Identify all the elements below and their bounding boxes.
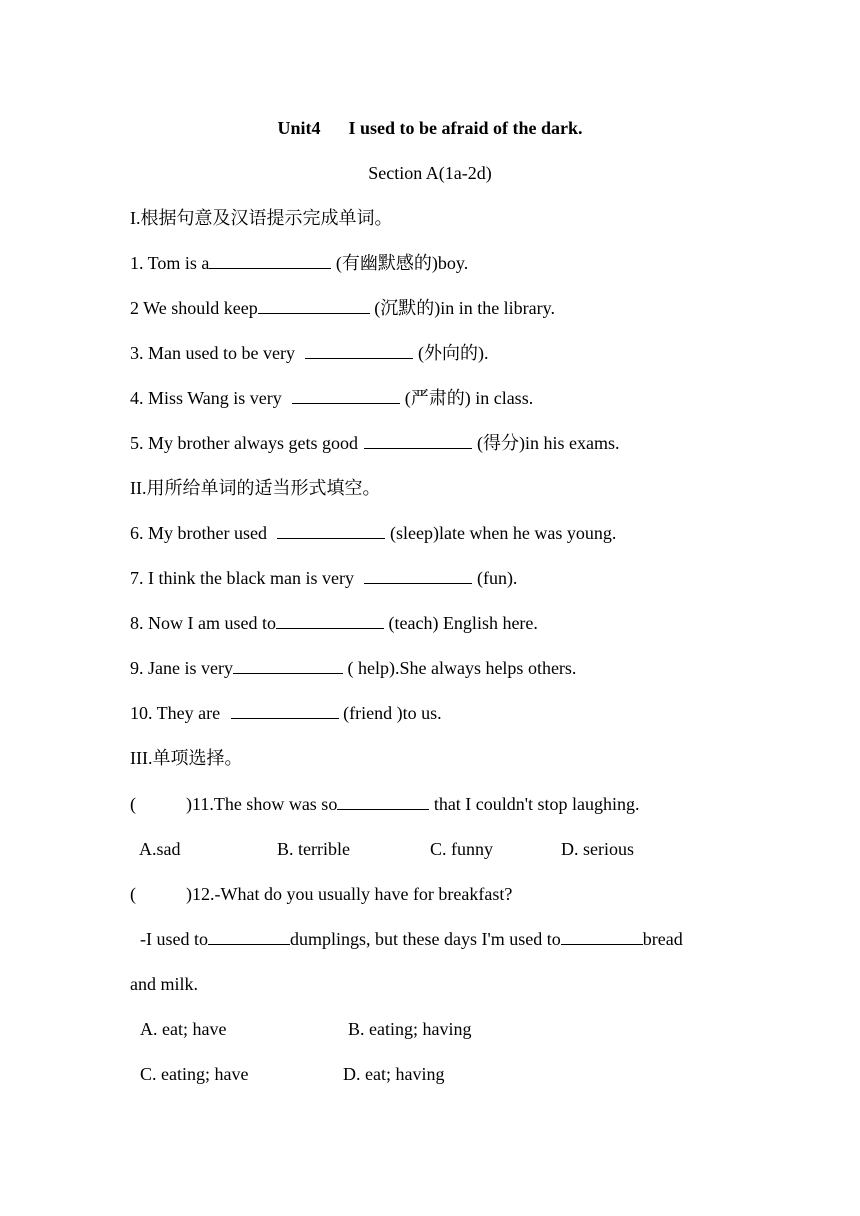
q11-blank[interactable] <box>337 792 429 810</box>
q6-blank[interactable] <box>277 521 385 539</box>
question-11 <box>130 792 640 816</box>
q12-text-a: -I used to <box>140 929 208 949</box>
q12-line-3: and milk. <box>130 974 198 994</box>
part1-heading: I.根据句意及汉语提示完成单词。 <box>130 208 393 228</box>
q3-hint: (外向的). <box>413 343 489 363</box>
q10-hint: (friend )to us. <box>338 703 442 723</box>
q11-answer-bracket[interactable]: ( <box>130 794 136 814</box>
q9-hint: ( help).She always helps others. <box>342 658 577 678</box>
q6-hint: (sleep)late when he was young. <box>385 523 617 543</box>
q1-blank[interactable] <box>209 251 331 269</box>
q12-option-c: C. eating; have <box>140 1064 249 1084</box>
q12-option-b: B. eating; having <box>348 1019 472 1039</box>
q1-text: 1. Tom is a <box>130 253 210 273</box>
q11-option-b: B. terrible <box>277 839 350 859</box>
q3-text: 3. Man used to be very <box>130 343 300 363</box>
q1-hint: (有幽默感的)boy. <box>331 253 469 273</box>
q7-text: 7. I think the black man is very <box>130 568 359 588</box>
part3-heading: III.单项选择。 <box>130 748 243 768</box>
q11-option-c: C. funny <box>430 839 493 859</box>
section-subtitle: Section A(1a-2d) <box>368 163 492 183</box>
q4-blank[interactable] <box>292 386 400 404</box>
page-title <box>0 116 860 140</box>
q4-hint: (严肃的) in class. <box>400 388 534 408</box>
q12-option-a: A. eat; have <box>140 1019 227 1039</box>
question-10 <box>130 701 442 725</box>
question-12 <box>130 882 512 906</box>
q12-option-d: D. eat; having <box>343 1064 445 1084</box>
q12-text-c: bread <box>642 929 683 949</box>
q5-blank[interactable] <box>364 431 472 449</box>
q2-blank[interactable] <box>258 296 370 314</box>
question-5 <box>130 431 619 455</box>
q11-stem: )11.The show was so <box>186 794 338 814</box>
q11-stem-end: that I couldn't stop laughing. <box>429 794 640 814</box>
question-7 <box>130 566 517 590</box>
part2-heading: II.用所给单词的适当形式填空。 <box>130 478 381 498</box>
q2-hint: (沉默的)in in the library. <box>369 298 555 318</box>
q5-hint: (得分)in his exams. <box>472 433 620 453</box>
question-2 <box>130 296 555 320</box>
q4-text: 4. Miss Wang is very <box>130 388 287 408</box>
unit-label: Unit4 <box>277 118 321 138</box>
q8-hint: (teach) English here. <box>383 613 538 633</box>
q7-hint: (fun). <box>472 568 518 588</box>
q5-text: 5. My brother always gets good <box>130 433 363 453</box>
question-1 <box>130 251 468 275</box>
q12-line-2 <box>140 927 683 951</box>
q12-answer-bracket[interactable]: ( <box>130 884 136 904</box>
q11-option-a: A.sad <box>139 839 181 859</box>
q6-text: 6. My brother used <box>130 523 272 543</box>
q12-blank-2[interactable] <box>561 927 643 945</box>
q2-text: 2 We should keep <box>130 298 258 318</box>
q9-text: 9. Jane is very <box>130 658 233 678</box>
q10-text: 10. They are <box>130 703 225 723</box>
q12-text-b: dumplings, but these days I'm used to <box>289 929 561 949</box>
question-4 <box>130 386 533 410</box>
question-8 <box>130 611 538 635</box>
question-9 <box>130 656 576 680</box>
q7-blank[interactable] <box>364 566 472 584</box>
q8-blank[interactable] <box>276 611 384 629</box>
question-3 <box>130 341 488 365</box>
q9-blank[interactable] <box>233 656 343 674</box>
q3-blank[interactable] <box>305 341 413 359</box>
q11-option-d: D. serious <box>561 839 634 859</box>
q8-text: 8. Now I am used to <box>130 613 276 633</box>
q10-blank[interactable] <box>231 701 339 719</box>
unit-title: I used to be afraid of the dark. <box>348 118 583 138</box>
q12-blank-1[interactable] <box>208 927 290 945</box>
q12-stem: )12.-What do you usually have for breakfast? <box>186 884 513 904</box>
question-6 <box>130 521 616 545</box>
